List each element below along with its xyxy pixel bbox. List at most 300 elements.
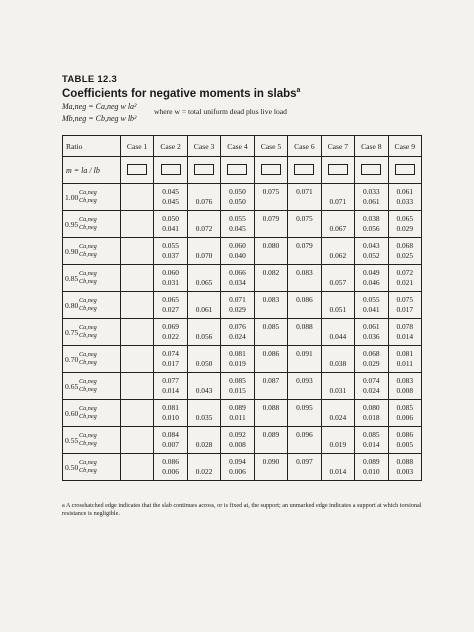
cb-value — [255, 251, 287, 261]
coefficient-cell — [388, 346, 421, 373]
coefficient-cell — [154, 400, 187, 427]
ca-value: 0.083 — [396, 376, 414, 385]
coefficient-cell — [187, 427, 220, 454]
ca-value — [322, 241, 354, 251]
coefficient-cell — [154, 346, 187, 373]
cb-value: 0.021 — [396, 278, 414, 287]
cb-value — [288, 467, 320, 477]
cb-value: 0.022 — [195, 467, 213, 476]
coefficient-cell — [221, 427, 254, 454]
coefficient-cell — [355, 238, 388, 265]
coefficient-cell — [120, 427, 153, 454]
coefficient-cell — [321, 373, 354, 400]
cb-label: Cb,neg — [79, 413, 97, 420]
cb-value: 0.024 — [362, 386, 380, 395]
cb-value: 0.025 — [396, 251, 414, 260]
ratio-cell — [63, 292, 121, 319]
ratio-cell — [63, 427, 121, 454]
ca-value: 0.075 — [396, 295, 414, 304]
ca-value: 0.055 — [362, 295, 380, 304]
coefficient-cell — [120, 265, 153, 292]
coefficient-cell — [120, 400, 153, 427]
cb-value: 0.017 — [396, 305, 414, 314]
coefficient-cell — [187, 454, 220, 481]
cb-value: 0.051 — [329, 305, 347, 314]
cb-value: 0.035 — [195, 413, 213, 422]
case-header: Case 8 — [355, 136, 388, 157]
coefficient-cell — [221, 346, 254, 373]
cb-value: 0.018 — [362, 413, 380, 422]
cb-value: 0.070 — [195, 251, 213, 260]
ca-value: 0.060 — [162, 268, 179, 277]
ca-value: 0.093 — [296, 376, 313, 385]
coefficient-cell — [288, 400, 321, 427]
coefficient-cell — [288, 238, 321, 265]
cb-value — [288, 332, 320, 342]
ca-label: Ca,neg — [79, 243, 97, 250]
ca-value: 0.065 — [396, 214, 414, 223]
coefficient-cell — [388, 373, 421, 400]
ca-value: 0.076 — [229, 322, 246, 331]
ca-value: 0.086 — [162, 457, 179, 466]
ca-value: 0.080 — [362, 403, 380, 412]
coefficient-cell — [221, 184, 254, 211]
ca-label: Ca,neg — [79, 297, 97, 304]
diagram-row — [63, 157, 422, 184]
coefficient-cell — [254, 373, 287, 400]
cb-label: Cb,neg — [79, 332, 97, 339]
ca-value — [121, 322, 153, 332]
cb-value — [288, 251, 320, 261]
cb-value: 0.014 — [362, 440, 380, 449]
coefficient-cell — [187, 346, 220, 373]
cb-value: 0.008 — [229, 440, 246, 449]
cb-value — [288, 440, 320, 450]
cb-value: 0.029 — [396, 224, 414, 233]
ca-value: 0.096 — [296, 430, 313, 439]
coefficient-cell — [120, 454, 153, 481]
ca-label: Ca,neg — [79, 324, 97, 331]
cb-value: 0.027 — [162, 305, 179, 314]
ca-value — [188, 457, 220, 467]
cb-value: 0.076 — [195, 197, 213, 206]
coefficient-cell — [388, 292, 421, 319]
ca-label: Ca,neg — [79, 459, 97, 466]
ratio-value: 0.55 — [65, 435, 79, 445]
ca-label: Ca,neg — [79, 378, 97, 385]
cb-value — [288, 197, 320, 207]
formula-b: Mb,neg = Cb,neg w lb² — [62, 113, 137, 123]
cb-value: 0.057 — [329, 278, 347, 287]
cb-value — [121, 332, 153, 342]
ratio-value: 0.75 — [65, 327, 79, 337]
title-footnote-mark: a — [296, 87, 301, 94]
ca-label: Ca,neg — [79, 270, 97, 277]
ca-value: 0.060 — [229, 241, 246, 250]
cb-value: 0.056 — [195, 332, 213, 341]
cb-value: 0.045 — [162, 197, 179, 206]
coefficient-cell — [254, 184, 287, 211]
coefficient-cell — [221, 265, 254, 292]
coefficient-cell — [321, 346, 354, 373]
coefficient-cell — [288, 346, 321, 373]
ca-value: 0.085 — [229, 376, 246, 385]
ca-value: 0.088 — [262, 403, 280, 412]
coefficient-cell — [120, 373, 153, 400]
ca-value: 0.094 — [229, 457, 246, 466]
cb-value: 0.029 — [362, 359, 380, 368]
ca-label: Ca,neg — [79, 432, 97, 439]
cb-value: 0.040 — [229, 251, 246, 260]
ca-value — [322, 457, 354, 467]
ca-value: 0.095 — [296, 403, 313, 412]
coefficient-cell — [154, 373, 187, 400]
cb-value — [255, 413, 287, 423]
cb-value — [288, 386, 320, 396]
coefficient-cell — [254, 292, 287, 319]
coefficient-cell — [355, 292, 388, 319]
ca-value: 0.081 — [229, 349, 246, 358]
case-header: Case 6 — [288, 136, 321, 157]
cb-value — [255, 440, 287, 450]
coefficient-cell — [388, 238, 421, 265]
coefficient-cell — [221, 454, 254, 481]
ca-value: 0.075 — [262, 187, 280, 196]
ca-value — [121, 187, 153, 197]
ratio-cell — [63, 454, 121, 481]
ca-label: Ca,neg — [79, 351, 97, 358]
ca-value — [188, 430, 220, 440]
footnote: a A crosshatched edge indicates that the slab continues across, or is fixed at, the support; an unmarked edge indicates a support at which torsional resistance is negligible. — [62, 502, 422, 517]
ca-value — [188, 187, 220, 197]
cb-value: 0.014 — [162, 386, 179, 395]
ca-value: 0.045 — [162, 187, 179, 196]
coefficient-cell — [388, 454, 421, 481]
coefficient-cell — [355, 454, 388, 481]
case-header: Case 3 — [187, 136, 220, 157]
ca-value: 0.087 — [262, 376, 280, 385]
coefficient-cell — [355, 427, 388, 454]
coefficient-cell — [254, 400, 287, 427]
coefficient-cell — [254, 211, 287, 238]
coefficient-cell — [254, 238, 287, 265]
ca-value: 0.089 — [229, 403, 246, 412]
cb-value — [288, 305, 320, 315]
table-row — [63, 265, 422, 292]
cb-value: 0.046 — [362, 278, 380, 287]
cb-value: 0.017 — [162, 359, 179, 368]
ca-value: 0.069 — [162, 322, 179, 331]
table-title: Coefficients for negative moments in slabs$^a$ — [62, 87, 301, 100]
ca-value — [121, 214, 153, 224]
ca-value: 0.038 — [362, 214, 380, 223]
ca-value: 0.089 — [362, 457, 380, 466]
coefficient-cell — [254, 319, 287, 346]
cb-value: 0.008 — [396, 386, 414, 395]
ca-value: 0.055 — [162, 241, 179, 250]
ratio-cell — [63, 346, 121, 373]
ca-value: 0.097 — [296, 457, 313, 466]
coefficient-cell — [221, 238, 254, 265]
ca-value — [188, 295, 220, 305]
cb-value: 0.065 — [195, 278, 213, 287]
cb-value — [121, 413, 153, 423]
cb-value: 0.006 — [162, 467, 179, 476]
ca-value: 0.080 — [262, 241, 280, 250]
ca-value — [121, 457, 153, 467]
table-row — [63, 184, 422, 211]
coefficient-cell — [321, 211, 354, 238]
ca-value: 0.085 — [262, 322, 280, 331]
formulas — [62, 102, 422, 128]
ca-value: 0.082 — [262, 268, 280, 277]
cb-value: 0.003 — [396, 467, 414, 476]
coefficient-cell — [388, 427, 421, 454]
ratio-cell — [63, 184, 121, 211]
cb-value: 0.036 — [362, 332, 380, 341]
cb-value: 0.041 — [362, 305, 380, 314]
ca-value: 0.091 — [296, 349, 313, 358]
ca-value: 0.086 — [262, 349, 280, 358]
case-header: Case 7 — [321, 136, 354, 157]
coefficient-cell — [288, 373, 321, 400]
coefficient-cell — [388, 319, 421, 346]
cb-value: 0.029 — [229, 305, 246, 314]
coefficient-cell — [355, 346, 388, 373]
coefficient-cell — [355, 400, 388, 427]
m-ratio-label: m = la / lb — [63, 157, 121, 184]
cb-value: 0.037 — [162, 251, 179, 260]
cb-value: 0.024 — [229, 332, 246, 341]
cb-value: 0.034 — [229, 278, 246, 287]
ca-value: 0.088 — [296, 322, 313, 331]
coefficient-cell — [288, 211, 321, 238]
ca-value: 0.033 — [362, 187, 380, 196]
coefficient-cell — [288, 292, 321, 319]
ca-value: 0.071 — [229, 295, 246, 304]
ca-value: 0.055 — [229, 214, 246, 223]
ca-value — [188, 268, 220, 278]
coefficient-cell — [221, 292, 254, 319]
ratio-cell — [63, 373, 121, 400]
coefficient-cell — [120, 184, 153, 211]
coefficient-cell — [120, 211, 153, 238]
ca-value: 0.079 — [296, 241, 313, 250]
table-row — [63, 454, 422, 481]
coefficient-cell — [154, 319, 187, 346]
coefficient-cell — [321, 454, 354, 481]
table-number: TABLE 12.3 — [62, 74, 118, 85]
ca-value: 0.085 — [362, 430, 380, 439]
ca-value: 0.050 — [162, 214, 179, 223]
ca-label: Ca,neg — [79, 189, 97, 196]
table-row — [63, 373, 422, 400]
cb-value: 0.010 — [362, 467, 380, 476]
cb-value — [288, 224, 320, 234]
cb-value: 0.045 — [229, 224, 246, 233]
cb-value: 0.005 — [396, 440, 414, 449]
table-header — [62, 74, 422, 128]
ca-value: 0.061 — [396, 187, 414, 196]
cb-value: 0.056 — [362, 224, 380, 233]
ca-value — [322, 376, 354, 386]
ca-value: 0.050 — [229, 187, 246, 196]
coefficient-cell — [288, 454, 321, 481]
ratio-value: 0.80 — [65, 300, 79, 310]
ca-value: 0.081 — [162, 403, 179, 412]
cb-value: 0.022 — [162, 332, 179, 341]
cb-label: Cb,neg — [79, 386, 97, 393]
ratio-cell — [63, 238, 121, 265]
slab-edge-diagram — [161, 164, 181, 175]
ca-value: 0.074 — [162, 349, 179, 358]
cb-value — [255, 359, 287, 369]
ca-value: 0.081 — [396, 349, 414, 358]
ratio-value: 0.95 — [65, 219, 79, 229]
ca-value — [322, 403, 354, 413]
ratio-cell — [63, 211, 121, 238]
cb-value: 0.038 — [329, 359, 347, 368]
coefficient-cell — [187, 184, 220, 211]
coefficient-cell — [288, 319, 321, 346]
ca-value: 0.084 — [162, 430, 179, 439]
ca-value: 0.089 — [262, 430, 280, 439]
coefficient-cell — [154, 184, 187, 211]
table-row — [63, 427, 422, 454]
coefficient-cell — [187, 373, 220, 400]
case-header: Case 9 — [388, 136, 421, 157]
ratio-header: Ratio — [63, 136, 121, 157]
coefficient-cell — [221, 400, 254, 427]
cb-value: 0.072 — [195, 224, 213, 233]
case-header: Case 1 — [120, 136, 153, 157]
ca-value: 0.083 — [296, 268, 313, 277]
case-header: Case 2 — [154, 136, 187, 157]
cb-value: 0.006 — [229, 467, 246, 476]
cb-value: 0.061 — [362, 197, 380, 206]
cb-label: Cb,neg — [79, 251, 97, 258]
coefficient-cell — [154, 265, 187, 292]
ca-value: 0.049 — [362, 268, 380, 277]
cb-value — [255, 278, 287, 288]
coefficient-cell — [388, 184, 421, 211]
slab-edge-diagram — [261, 164, 281, 175]
ca-value: 0.078 — [396, 322, 414, 331]
coefficient-cell — [154, 454, 187, 481]
slab-edge-diagram — [294, 164, 314, 175]
ca-value: 0.086 — [396, 430, 414, 439]
ca-value — [121, 430, 153, 440]
coefficient-cell — [321, 427, 354, 454]
table-row — [63, 346, 422, 373]
coefficient-cell — [254, 265, 287, 292]
cb-value — [255, 197, 287, 207]
table-row — [63, 238, 422, 265]
cb-value: 0.033 — [396, 197, 414, 206]
cb-value: 0.062 — [329, 251, 347, 260]
ratio-value: 1.00 — [65, 192, 79, 202]
table-row — [63, 319, 422, 346]
ca-value: 0.068 — [396, 241, 414, 250]
case-header: Case 4 — [221, 136, 254, 157]
coefficient-cell — [388, 211, 421, 238]
ca-value: 0.085 — [396, 403, 414, 412]
ca-value — [188, 241, 220, 251]
cb-value: 0.010 — [162, 413, 179, 422]
ca-value: 0.068 — [362, 349, 380, 358]
ratio-cell — [63, 265, 121, 292]
coefficient-cell — [120, 346, 153, 373]
cb-value — [288, 413, 320, 423]
table-row — [63, 211, 422, 238]
ca-value — [121, 403, 153, 413]
table-row — [63, 292, 422, 319]
cb-value: 0.019 — [229, 359, 246, 368]
ratio-value: 0.65 — [65, 381, 79, 391]
cb-value — [121, 467, 153, 477]
ratio-cell — [63, 400, 121, 427]
ca-value — [322, 187, 354, 197]
ca-value — [121, 376, 153, 386]
cb-label: Cb,neg — [79, 305, 97, 312]
ca-value — [121, 268, 153, 278]
coefficient-cell — [355, 319, 388, 346]
coefficient-cell — [187, 319, 220, 346]
cb-value: 0.067 — [329, 224, 347, 233]
cb-value: 0.050 — [229, 197, 246, 206]
ca-value — [121, 241, 153, 251]
coefficient-cell — [321, 184, 354, 211]
cb-value: 0.028 — [195, 440, 213, 449]
cb-label: Cb,neg — [79, 467, 97, 474]
coefficient-cell — [254, 346, 287, 373]
cb-value — [121, 197, 153, 207]
cb-value: 0.043 — [195, 386, 213, 395]
cb-value: 0.019 — [329, 440, 347, 449]
case-header: Case 5 — [254, 136, 287, 157]
ratio-value: 0.85 — [65, 273, 79, 283]
coefficient-cell — [288, 265, 321, 292]
ca-value — [322, 430, 354, 440]
ca-value — [188, 214, 220, 224]
cb-label: Cb,neg — [79, 197, 97, 204]
cb-value — [121, 224, 153, 234]
ca-value — [188, 349, 220, 359]
coefficient-cell — [187, 238, 220, 265]
cb-value: 0.014 — [329, 467, 347, 476]
ca-value: 0.075 — [296, 214, 313, 223]
cb-label: Cb,neg — [79, 440, 97, 447]
table-row — [63, 400, 422, 427]
ca-value: 0.072 — [396, 268, 414, 277]
ca-value: 0.083 — [262, 295, 280, 304]
ca-value — [121, 349, 153, 359]
coefficient-cell — [154, 427, 187, 454]
cb-value: 0.041 — [162, 224, 179, 233]
ca-value — [121, 295, 153, 305]
coefficient-cell — [321, 319, 354, 346]
cb-value — [121, 305, 153, 315]
cb-value — [255, 224, 287, 234]
ca-value — [322, 268, 354, 278]
ca-value: 0.071 — [296, 187, 313, 196]
cb-value: 0.015 — [229, 386, 246, 395]
cb-value — [255, 332, 287, 342]
ratio-value: 0.50 — [65, 462, 79, 472]
cb-value: 0.011 — [396, 359, 413, 368]
coefficient-cell — [221, 211, 254, 238]
coefficient-cell — [221, 373, 254, 400]
